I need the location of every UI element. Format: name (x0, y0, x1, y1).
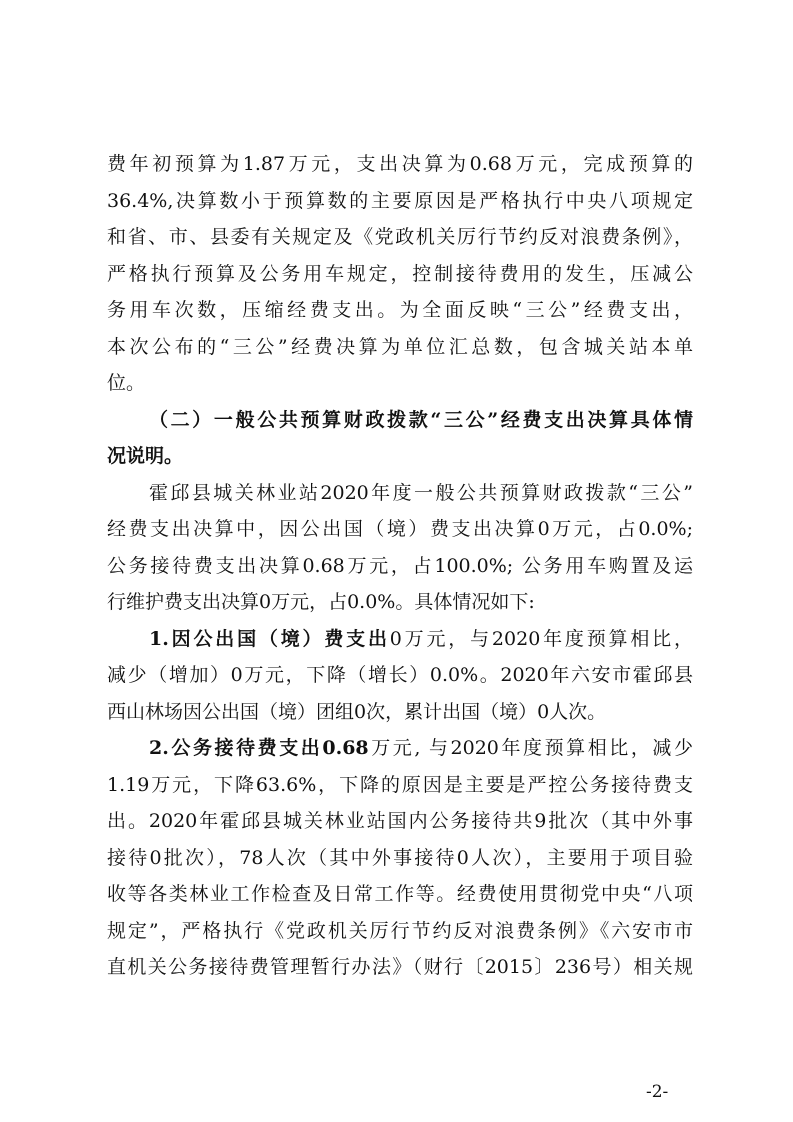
paragraph-budget-summary (107, 146, 693, 402)
text-line: 1.19万元，下降63.6%，下降的原因是主要是严控公务接待费支 (107, 773, 693, 796)
item-label: 1.因公出国（境）费支出 (149, 627, 390, 650)
heading-line: （二）一般公共预算财政拨款“三公”经费支出决算具体情 (149, 408, 693, 431)
text-line: 霍邱县城关林业站2020年度一般公共预算财政拨款“三公” (149, 481, 693, 504)
item-label: 2.公务接待费支出0.68 (149, 737, 369, 759)
text-line: 规定”，严格执行《党政机关厉行节约反对浪费条例》《六安市市 (107, 919, 693, 942)
text-line (107, 730, 693, 767)
text-line: 减少（增加）0万元，下降（增长）0.0%。2020年六安市霍邱县 (107, 664, 693, 686)
text-line: 本次公布的“三公”经费决算为单位汇总数，包含城关站本单 (107, 335, 693, 358)
text-line: 位。 (107, 372, 146, 394)
text-line: 严格执行预算及公务用车规定，控制接待费用的发生，压减公 (107, 262, 693, 285)
text-line: 接待0批次），78人次（其中外事接待0人次），主要用于项目验 (107, 846, 693, 869)
heading-line: 况说明。 (107, 445, 184, 467)
text-line: 经费支出决算中，因公出国（境）费支出决算0万元，占0.0%; (107, 518, 693, 540)
text-line: 西山林场因公出国（境）团组0次，累计出国（境）0人次。 (107, 700, 607, 723)
paragraph-overseas-expenses (107, 621, 693, 731)
text-line: 行维护费支出决算0万元，占0.0%。具体情况如下: (107, 591, 535, 613)
paragraph-overview (107, 475, 693, 621)
text-line: 36.4%,决算数小于预算数的主要原因是严格执行中央八项规定 (107, 189, 693, 212)
text-line: 出。2020年霍邱县城关林业站国内公务接待共9批次（其中外事 (107, 810, 693, 832)
text-line: 公务接待费支出决算0.68万元，占100.0%; 公务用车购置及运 (107, 554, 693, 577)
document-body (107, 146, 693, 986)
text-line: 收等各类林业工作检查及日常工作等。经费使用贯彻党中央“八项 (107, 883, 693, 905)
text-line: 直机关公务接待费管理暂行办法》（财行〔2015〕236号）相关规 (107, 956, 693, 978)
item-text: 0万元，与2020年度预算相比， (389, 627, 693, 650)
text-line: 费年初预算为1.87万元，支出决算为0.68万元，完成预算的 (107, 153, 693, 175)
text-line: 和省、市、县委有关规定及《党政机关厉行节约反对浪费条例》， (107, 226, 693, 248)
text-line: 务用车次数，压缩经费支出。为全面反映“三公”经费支出， (107, 299, 693, 321)
item-text: 万元, 与2020年度预算相比，减少 (368, 737, 693, 759)
page-number: -2- (646, 1082, 669, 1102)
section-heading (107, 402, 693, 475)
paragraph-reception-expenses (107, 730, 693, 986)
text-line (107, 621, 693, 658)
